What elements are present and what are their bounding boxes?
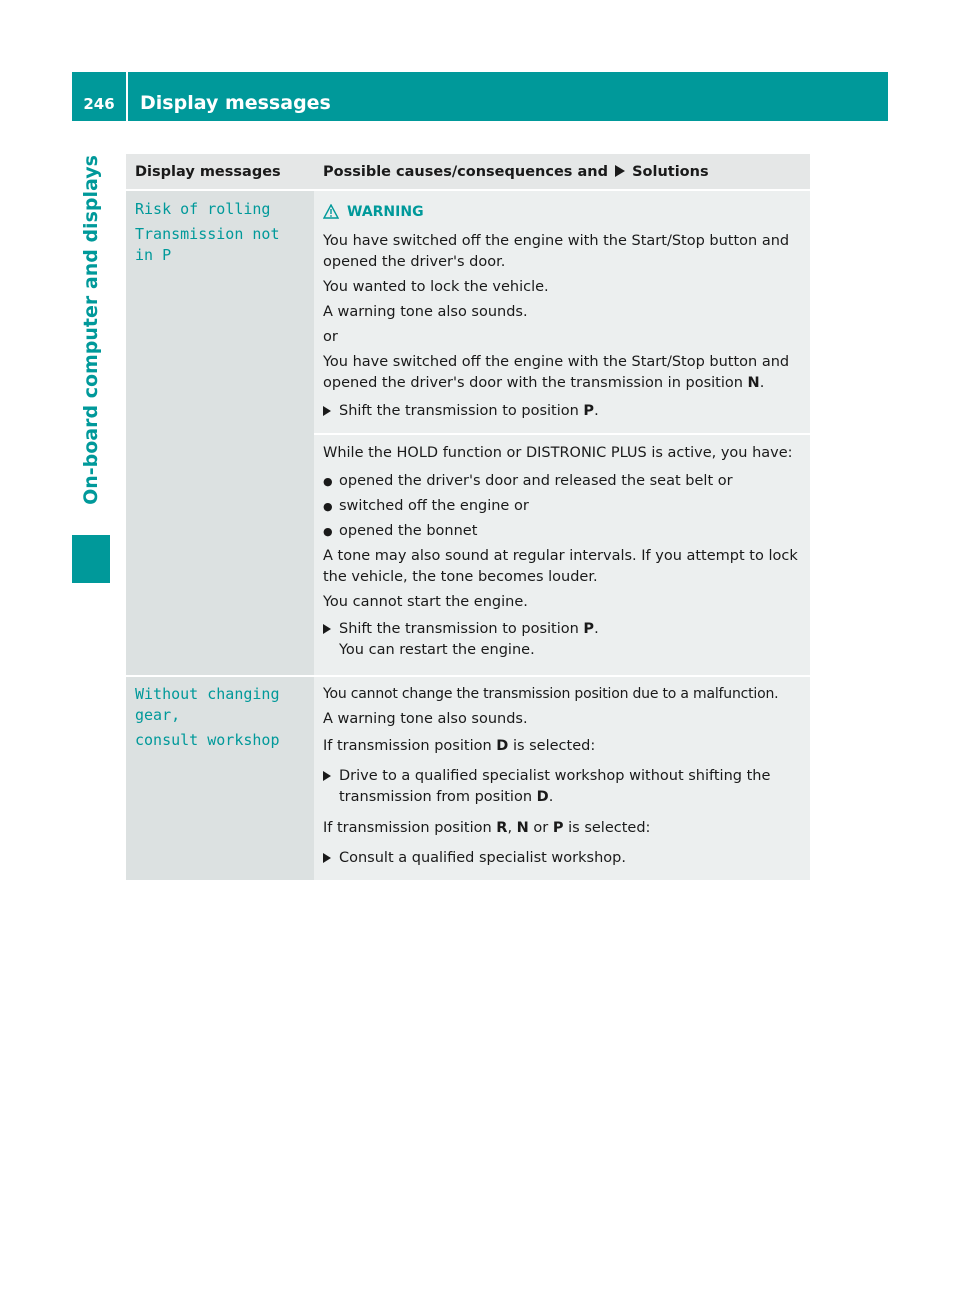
- action-step: Shift the transmission to position P. You can restart the engine.: [323, 619, 806, 661]
- action-arrow-icon: [323, 766, 339, 808]
- message-text: gear,: [135, 706, 181, 724]
- col-header-causes-solutions: Possible causes/consequences and Solutions: [323, 164, 709, 180]
- display-messages-table: [126, 154, 810, 880]
- table-row: [126, 675, 810, 880]
- message-cell: [126, 677, 314, 880]
- action-arrow-icon: [323, 619, 339, 661]
- bullet-r-icon: ●: [323, 525, 333, 538]
- page-title: Display messages: [140, 92, 331, 114]
- message-text: Risk of rolling: [135, 200, 271, 218]
- bullet-r-icon: ●: [323, 475, 333, 488]
- paragraph: If transmission position R, N or P is selected:: [323, 820, 651, 836]
- warning-heading: [323, 201, 806, 222]
- message-text: Without changing: [135, 685, 280, 703]
- header-divider: [126, 72, 128, 121]
- action-arrow-icon: [323, 401, 339, 422]
- page-header: [72, 72, 888, 121]
- action-step: Drive to a qualified specialist workshop without shifting the transmission from position D.: [323, 766, 806, 808]
- warning-label: WARNING: [347, 203, 424, 220]
- paragraph: You cannot start the engine.: [323, 594, 528, 610]
- paragraph: A warning tone also sounds.: [323, 304, 528, 320]
- paragraph: You wanted to lock the vehicle.: [323, 279, 549, 295]
- action-arrow-icon: [323, 848, 339, 869]
- message-text: Transmission not: [135, 225, 280, 243]
- solution-cell: [314, 191, 810, 433]
- bullet-r-icon: ●: [323, 500, 333, 513]
- message-text: in P: [135, 246, 172, 264]
- solution-cell: [314, 433, 810, 675]
- action-arrow-icon: [615, 165, 625, 177]
- page-number: 246: [83, 95, 115, 113]
- message-cell: [126, 433, 314, 675]
- action-step: Shift the transmission to position P.: [323, 401, 806, 422]
- table-row: [126, 433, 810, 675]
- list-item: ● switched off the engine or: [323, 496, 806, 517]
- warning-triangle-icon: [323, 204, 339, 219]
- solution-cell: [314, 677, 810, 880]
- paragraph: You have switched off the engine with the Start/Stop button and opened the driver's door.: [323, 233, 790, 270]
- list-item: ● opened the driver's door and released the seat belt or: [323, 471, 806, 492]
- paragraph: You cannot change the transmission position due to a malfunction.: [323, 686, 779, 702]
- message-text: consult workshop: [135, 731, 280, 749]
- table-header-row: [126, 154, 810, 189]
- col-header-display-messages: Display messages: [135, 164, 281, 180]
- paragraph: You have switched off the engine with the Start/Stop button and opened the driver's door with the transmission in position N.: [323, 354, 790, 391]
- paragraph: or: [323, 329, 338, 345]
- paragraph: While the HOLD function or DISTRONIC PLUS is active, you have:: [323, 445, 793, 461]
- paragraph: A warning tone also sounds.: [323, 711, 528, 727]
- action-step: Consult a qualified specialist workshop.: [323, 848, 806, 869]
- table-row: [126, 189, 810, 433]
- paragraph: A tone may also sound at regular intervals. If you attempt to lock the vehicle, the tone becomes louder.: [323, 548, 798, 585]
- list-item: ● opened the bonnet: [323, 521, 806, 542]
- paragraph: If transmission position D is selected:: [323, 738, 596, 754]
- message-cell: [126, 191, 314, 433]
- side-tab-label: On-board computer and displays: [80, 155, 103, 505]
- side-section-tab: [72, 125, 110, 583]
- side-tab-marker: [72, 535, 110, 583]
